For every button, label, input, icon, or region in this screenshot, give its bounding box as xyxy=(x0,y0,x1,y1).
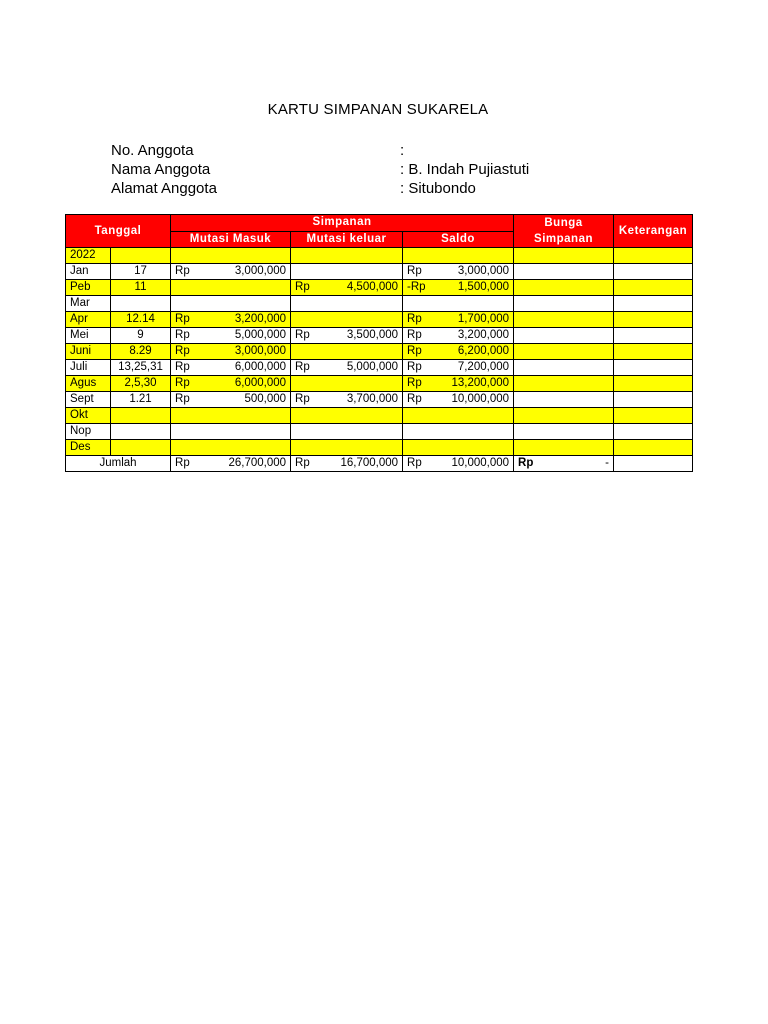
simpanan-table xyxy=(65,214,693,472)
table-row xyxy=(66,264,693,280)
date-cell xyxy=(111,440,171,456)
mutasi-masuk-cell xyxy=(171,312,291,328)
bunga-cell xyxy=(514,296,614,312)
header-simpanan: Simpanan xyxy=(171,215,514,232)
amount-value: 26,700,000 xyxy=(228,457,287,469)
currency-label: Rp xyxy=(407,313,422,325)
keterangan-cell xyxy=(614,264,693,280)
saldo-cell xyxy=(403,344,514,360)
mutasi-keluar-cell xyxy=(291,328,403,344)
alamat-anggota-value: : Situbondo xyxy=(400,180,476,197)
nama-anggota-value: : B. Indah Pujiastuti xyxy=(400,161,530,178)
currency-label: -Rp xyxy=(407,281,426,293)
currency-label: Rp xyxy=(175,377,190,389)
bunga-cell xyxy=(514,424,614,440)
keterangan-cell xyxy=(614,440,693,456)
no-anggota-value: : xyxy=(400,142,405,159)
currency-label: Rp xyxy=(175,265,190,277)
amount-value: 3,000,000 xyxy=(234,345,287,357)
currency-label: Rp xyxy=(518,457,534,469)
month-cell: Nop xyxy=(66,424,111,440)
table-row xyxy=(66,360,693,376)
mutasi-keluar-cell xyxy=(291,264,403,280)
date-cell: 1.21 xyxy=(111,392,171,408)
currency-label: Rp xyxy=(175,345,190,357)
header-tanggal: Tanggal xyxy=(66,215,171,248)
nama-anggota-label: Nama Anggota xyxy=(111,161,211,178)
header-mutasi-keluar: Mutasi keluar xyxy=(291,231,403,248)
table-row xyxy=(66,344,693,360)
mutasi-masuk-cell xyxy=(171,376,291,392)
saldo-cell xyxy=(403,440,514,456)
mutasi-masuk-cell xyxy=(171,264,291,280)
date-cell: 17 xyxy=(111,264,171,280)
month-cell: Mar xyxy=(66,296,111,312)
alamat-anggota-label: Alamat Anggota xyxy=(111,180,217,197)
date-cell xyxy=(111,424,171,440)
month-cell: Agus xyxy=(66,376,111,392)
mutasi-masuk-cell xyxy=(171,408,291,424)
currency-label: Rp xyxy=(295,457,310,469)
amount-value: 10,000,000 xyxy=(451,393,510,405)
amount-value: 4,500,000 xyxy=(346,281,399,293)
saldo-cell xyxy=(403,408,514,424)
header-bunga-line1: Bunga xyxy=(544,217,583,229)
currency-label: Rp xyxy=(407,361,422,373)
saldo-cell xyxy=(403,312,514,328)
header-saldo: Saldo xyxy=(403,231,514,248)
amount-value: 6,200,000 xyxy=(457,345,510,357)
mutasi-masuk-cell xyxy=(171,280,291,296)
month-cell: Mei xyxy=(66,328,111,344)
total-row xyxy=(66,456,693,472)
amount-value: 5,000,000 xyxy=(346,361,399,373)
currency-label: Rp xyxy=(407,393,422,405)
keterangan-cell xyxy=(614,312,693,328)
currency-label: Rp xyxy=(175,393,190,405)
saldo-cell xyxy=(403,392,514,408)
mutasi-keluar-cell xyxy=(291,424,403,440)
mutasi-keluar-cell xyxy=(291,344,403,360)
amount-value: - xyxy=(605,457,610,469)
keterangan-cell xyxy=(614,280,693,296)
saldo-cell xyxy=(403,328,514,344)
mutasi-keluar-cell xyxy=(291,296,403,312)
header-keterangan: Keterangan xyxy=(614,215,693,248)
header-bunga-simpanan xyxy=(514,215,614,248)
table-row xyxy=(66,408,693,424)
saldo-cell xyxy=(403,360,514,376)
mutasi-keluar-cell xyxy=(291,360,403,376)
month-cell: Peb xyxy=(66,280,111,296)
currency-label: Rp xyxy=(295,329,310,341)
mutasi-keluar-cell xyxy=(291,376,403,392)
mutasi-masuk-cell xyxy=(171,360,291,376)
year-row xyxy=(66,248,693,264)
date-cell: 2,5,30 xyxy=(111,376,171,392)
bunga-cell xyxy=(514,376,614,392)
bunga-cell xyxy=(514,328,614,344)
total-keluar-cell xyxy=(291,456,403,472)
table-row xyxy=(66,440,693,456)
keterangan-cell xyxy=(614,392,693,408)
amount-value: 6,000,000 xyxy=(234,377,287,389)
saldo-cell xyxy=(403,296,514,312)
date-cell xyxy=(111,296,171,312)
amount-value: 3,200,000 xyxy=(234,313,287,325)
mutasi-keluar-cell xyxy=(291,392,403,408)
month-cell: Apr xyxy=(66,312,111,328)
date-cell: 12.14 xyxy=(111,312,171,328)
page-title: KARTU SIMPANAN SUKARELA xyxy=(267,101,489,118)
table-row xyxy=(66,312,693,328)
currency-label: Rp xyxy=(295,281,310,293)
currency-label: Rp xyxy=(407,377,422,389)
amount-value: 3,000,000 xyxy=(234,265,287,277)
currency-label: Rp xyxy=(407,457,422,469)
amount-value: 3,700,000 xyxy=(346,393,399,405)
mutasi-masuk-cell xyxy=(171,440,291,456)
table-row xyxy=(66,392,693,408)
bunga-cell xyxy=(514,280,614,296)
bunga-cell xyxy=(514,264,614,280)
amount-value: 13,200,000 xyxy=(451,377,510,389)
amount-value: 7,200,000 xyxy=(457,361,510,373)
mutasi-masuk-cell xyxy=(171,296,291,312)
year-cell: 2022 xyxy=(66,248,111,264)
mutasi-keluar-cell xyxy=(291,440,403,456)
bunga-cell xyxy=(514,312,614,328)
header-mutasi-masuk: Mutasi Masuk xyxy=(171,231,291,248)
bunga-cell xyxy=(514,440,614,456)
saldo-cell xyxy=(403,280,514,296)
month-cell: Des xyxy=(66,440,111,456)
amount-value: 6,000,000 xyxy=(234,361,287,373)
date-cell xyxy=(111,408,171,424)
month-cell: Sept xyxy=(66,392,111,408)
saldo-cell xyxy=(403,264,514,280)
amount-value: 500,000 xyxy=(244,393,287,405)
amount-value: 1,700,000 xyxy=(457,313,510,325)
currency-label: Rp xyxy=(407,329,422,341)
currency-label: Rp xyxy=(295,361,310,373)
mutasi-masuk-cell xyxy=(171,328,291,344)
no-anggota-label: No. Anggota xyxy=(111,142,194,159)
amount-value: 1,500,000 xyxy=(457,281,510,293)
total-bunga-cell xyxy=(514,456,614,472)
currency-label: Rp xyxy=(175,457,190,469)
amount-value: 5,000,000 xyxy=(234,329,287,341)
amount-value: 16,700,000 xyxy=(340,457,399,469)
keterangan-cell xyxy=(614,376,693,392)
amount-value: 10,000,000 xyxy=(451,457,510,469)
bunga-cell xyxy=(514,360,614,376)
saldo-cell xyxy=(403,424,514,440)
bunga-cell xyxy=(514,344,614,360)
currency-label: Rp xyxy=(407,345,422,357)
currency-label: Rp xyxy=(175,329,190,341)
mutasi-masuk-cell xyxy=(171,344,291,360)
total-saldo-cell xyxy=(403,456,514,472)
date-cell: 11 xyxy=(111,280,171,296)
currency-label: Rp xyxy=(175,313,190,325)
amount-value: 3,200,000 xyxy=(457,329,510,341)
date-cell: 8.29 xyxy=(111,344,171,360)
currency-label: Rp xyxy=(295,393,310,405)
total-label: Jumlah xyxy=(66,456,171,472)
currency-label: Rp xyxy=(175,361,190,373)
table-row xyxy=(66,280,693,296)
keterangan-cell xyxy=(614,424,693,440)
total-keterangan-cell xyxy=(614,456,693,472)
table-row xyxy=(66,376,693,392)
mutasi-keluar-cell xyxy=(291,280,403,296)
date-cell: 13,25,31 xyxy=(111,360,171,376)
amount-value: 3,500,000 xyxy=(346,329,399,341)
bunga-cell xyxy=(514,408,614,424)
keterangan-cell xyxy=(614,408,693,424)
mutasi-masuk-cell xyxy=(171,424,291,440)
table-row xyxy=(66,424,693,440)
keterangan-cell xyxy=(614,360,693,376)
total-masuk-cell xyxy=(171,456,291,472)
mutasi-keluar-cell xyxy=(291,408,403,424)
keterangan-cell xyxy=(614,328,693,344)
keterangan-cell xyxy=(614,296,693,312)
currency-label: Rp xyxy=(407,265,422,277)
month-cell: Okt xyxy=(66,408,111,424)
amount-value: 3,000,000 xyxy=(457,265,510,277)
saldo-cell xyxy=(403,376,514,392)
table-row xyxy=(66,296,693,312)
keterangan-cell xyxy=(614,344,693,360)
month-cell: Juli xyxy=(66,360,111,376)
month-cell: Juni xyxy=(66,344,111,360)
header-bunga-line2: Simpanan xyxy=(534,233,593,245)
date-cell: 9 xyxy=(111,328,171,344)
mutasi-masuk-cell xyxy=(171,392,291,408)
bunga-cell xyxy=(514,392,614,408)
table-row xyxy=(66,328,693,344)
month-cell: Jan xyxy=(66,264,111,280)
mutasi-keluar-cell xyxy=(291,312,403,328)
